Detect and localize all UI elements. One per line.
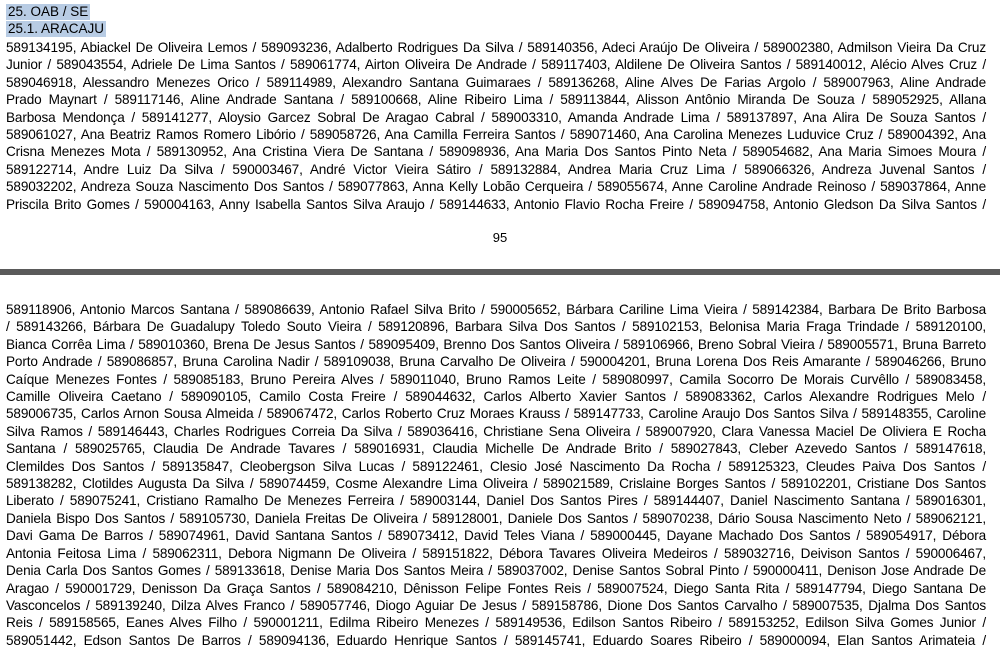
text-line: Daniela Bispo Dos Santos / 589105730, Daniela Freitas De Oliveira / 589128001, Daniele Dos Santos / 589070238, Dário Sousa Nascimento Neto / 589062121, — [6, 510, 986, 526]
text-line: Santana / 589025765, Claudia De Andrade Tavares / 589016931, Claudia Michelle De Andrade Brito / 589027843, Cleber Azevedo Santos / 589147618, — [6, 441, 986, 457]
text-line: 589138282, Clotildes Augusta Da Silva / 589074459, Cosme Alexandre Lima Oliveira / 589021589, Crislaine Borges Santos / 589102201, Cristiane Dos Santos — [6, 476, 986, 492]
text-line: 589032202, Andreza Souza Nascimento Dos Santos / 589077863, Anna Kelly Lobão Cerqueira / 589055674, Anne Caroline Andrade Reinoso / 589037864, Anne — [6, 179, 986, 195]
text-line: Barbosa Mendonça / 589141277, Aloysio Garcez Sobral De Aragao Cabral / 589003310, Amanda Andrade Lima / 589137897, Ana Alira De Souza Santos / — [6, 109, 986, 125]
text-line: Liberato / 589075241, Cristiano Ramalho De Menezes Ferreira / 589003144, Daniel Dos Santos Pires / 589144407, Daniel Nascimento Santana / 589016301, — [6, 493, 986, 509]
text-line: Caíque Menezes Fontes / 589085183, Bruno Pereira Alves / 589011040, Bruno Ramos Leite / 589080997, Camila Socorro De Morais Curvêllo / 589083458, — [6, 371, 986, 387]
page-break-divider — [0, 262, 1000, 278]
text-line: Bianca Corrêa Lima / 589010360, Brena De Jesus Santos / 589095409, Brenno Dos Santos Oliveira / 589106966, Breno Sobral Vieira / 589005571, Bruna Barreto — [6, 336, 986, 352]
text-line: 589122714, Andre Luiz Da Silva / 590003467, André Victor Vieira Sátiro / 589132884, Andrea Maria Cruz Lima / 589066326, Andreza Juvenal Santos / — [6, 161, 986, 177]
text-line: 589006735, Carlos Arnon Sousa Almeida / 589067472, Carlos Roberto Cruz Moraes Krauss / 589147733, Caroline Araujo Dos Santos Silva / 589148355, Caroline — [6, 406, 986, 422]
text-line: Porto Andrade / 589086857, Bruna Carolina Nadir / 589109038, Bruna Carvalho De Oliveira / 590004201, Bruna Lorena Dos Reis Amarante / 589046266, Bruno — [6, 354, 986, 370]
text-line: / 589143266, Bárbara De Guadalupy Toledo Souto Vieira / 589120896, Barbara Silva Dos Santos / 589102153, Belonisa Maria Fraga Trindade / 589120100, — [6, 319, 986, 335]
document-page-95 — [0, 0, 1000, 262]
text-line: 589046918, Alessandro Menezes Orico / 589114989, Alexandro Santana Guimaraes / 589136268, Aline Alves De Farias Argolo / 589007963, Aline Andrade — [6, 74, 986, 90]
text-line: Silva Ramos / 589146443, Charles Rodrigues Correia Da Silva / 589036416, Christiane Sena Oliveira / 589007920, Clara Vanessa Maciel De Oliviera E Rocha — [6, 423, 986, 439]
text-line: Clemildes Dos Santos / 589135847, Cleobergson Silva Lucas / 589122461, Clesio José Nascimento Da Rocha / 589125323, Cleudes Paiva Dos Santos / — [6, 458, 986, 474]
text-line: Prado Maynart / 589117146, Aline Andrade Santana / 589100668, Aline Ribeiro Lima / 589113844, Alisson Antônio Miranda De Souza / 589052925, Allana — [6, 92, 986, 108]
text-line: Aragao / 590001729, Denisson Da Graça Santos / 589084210, Dênisson Felipe Fontes Reis / 589007524, Diego Santa Rita / 589147794, Diego Santana De — [6, 580, 986, 596]
text-line: Junior / 589043554, Adriele De Lima Santos / 589061774, Airton Oliveira De Andrade / 589117403, Aldilene De Oliveira Santos / 589140012, Alécio Alves Cruz / — [6, 57, 986, 73]
text-line: 589134195, Abiackel De Oliveira Lemos / 589093236, Adalberto Rodrigues Da Silva / 589140356, Adeci Araújo De Oliveira / 589002380, Admilson Vieira Da Cruz — [6, 40, 986, 55]
text-line: 589061027, Ana Beatriz Ramos Romero Libório / 589058726, Ana Camilla Ferreira Santos / 589071460, Ana Carolina Menezes Luduvice Cruz / 589004392, Ana — [6, 127, 986, 143]
text-line: Camille Oliveira Caetano / 589090105, Camilo Costa Freire / 589044632, Carlos Alberto Xavier Santos / 589083362, Carlos Alexandre Rodrigues Melo / — [6, 389, 986, 405]
candidate-list-paragraph — [6, 39, 986, 213]
page-number: 95 — [492, 230, 508, 245]
text-line: Reis / 589158565, Eanes Alves Filho / 590001211, Edilma Ribeiro Menezes / 589149536, Edilson Santos Ribeiro / 589153252, Edilson Silva Gomes Junior / — [6, 615, 986, 631]
text-line: Denia Carla Dos Santos Gomes / 589133618, Denise Maria Dos Santos Meira / 589037002, Denise Santos Sobral Pinto / 590000411, Denison Jose Andrade De — [6, 563, 986, 579]
text-line: Davi Gama De Barros / 589074961, David Santana Santos / 589073412, David Teles Viana / 589000445, Dayane Machado Dos Santos / 589054917, Débora — [6, 528, 986, 544]
candidate-list-paragraph — [6, 301, 986, 649]
text-line: Priscila Brito Gomes / 590004163, Anny Isabella Santos Silva Araujo / 589144633, Antonio Flavio Rocha Freire / 589094758, Antonio Gledson Da Silva Santos / — [6, 196, 986, 212]
text-line: Vasconcelos / 589139240, Dilza Alves Franco / 589057746, Diogo Aguiar De Jesus / 589158786, Dione Dos Santos Carvalho / 589007535, Djalma Dos Santos — [6, 597, 986, 613]
text-line: 589118906, Antonio Marcos Santana / 589086639, Antonio Rafael Silva Brito / 590005652, Bárbara Cariline Lima Vieira / 589142384, Barbara De Brito Barbosa — [6, 302, 986, 317]
section-heading: 25. OAB / SE — [8, 4, 89, 19]
subsection-heading: 25.1. ARACAJU — [8, 21, 105, 36]
text-line: 589051442, Edson Santos De Barros / 589094136, Eduardo Henrique Santos / 589145741, Eduardo Soares Ribeiro / 589000094, Elan Santos Arimateia / — [6, 632, 986, 648]
text-line: Crisna Menezes Mota / 589130952, Ana Cristina Viera De Santana / 589098936, Ana Maria Dos Santos Pinto Neta / 589054682, Ana Maria Simoes Moura / — [6, 144, 986, 160]
text-line: Antonia Feitosa Lima / 589062311, Debora Nigmann De Oliveira / 589151822, Débora Tavares Oliveira Medeiros / 589032716, Deivison Santos / 590006467, — [6, 545, 986, 561]
